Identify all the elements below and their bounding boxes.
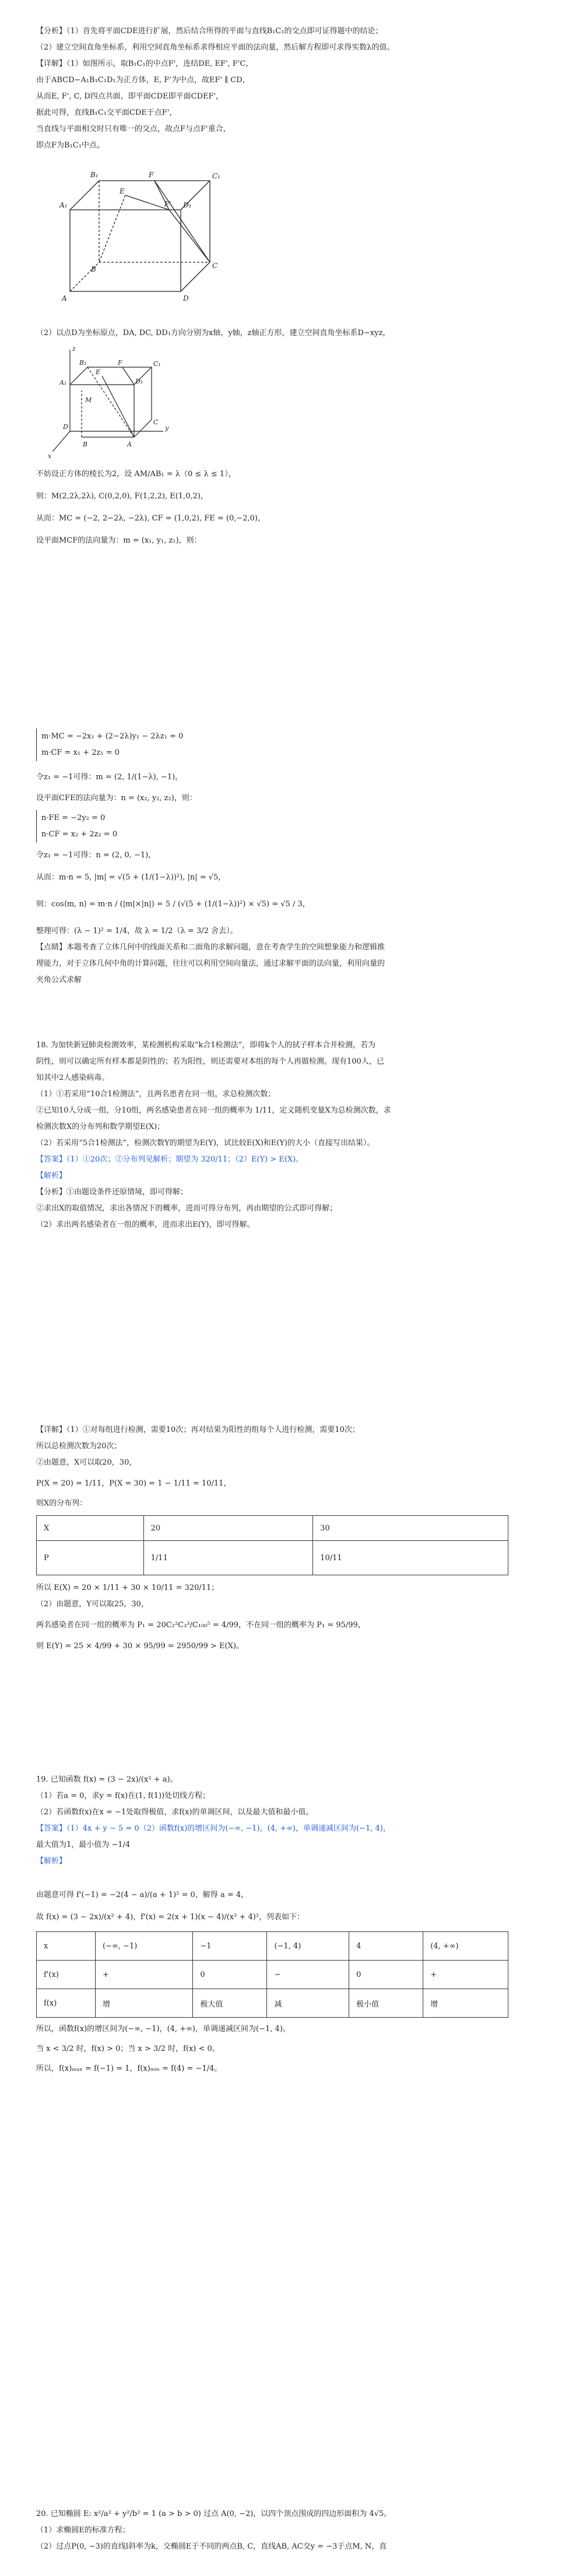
coord-setup-line: （2）以点D为坐标原点，DA, DC, DD₁方向分别为x轴，y轴，z轴正方形，建立空间直角坐标系D−xyz， bbox=[36, 329, 391, 337]
points-line: 则：M(2,2λ,2λ), C(0,2,0), F(1,2,2), E(1,0,2)， bbox=[36, 492, 208, 501]
table-cell: x bbox=[37, 1932, 96, 1961]
table-cell: 极小值 bbox=[349, 1989, 423, 2018]
table-cell: 20 bbox=[143, 1516, 313, 1541]
edge-length-line: 不妨设正方体的棱长为2，设 AM/AB₁ = λ（0 ≤ λ ≤ 1）， bbox=[36, 470, 236, 478]
label-C: C bbox=[212, 262, 218, 270]
q19-text-2: （1）若a = 0，求y = f(x)在(1, f(1))处切线方程； bbox=[36, 1792, 210, 1800]
table-cell: + bbox=[423, 1961, 508, 1989]
label2-F: F bbox=[118, 359, 122, 367]
label2-B1: B₁ bbox=[79, 359, 87, 367]
table-cell: − bbox=[267, 1961, 349, 1989]
label2-C: C bbox=[153, 418, 159, 426]
q18-analysis-2: ②求出X的取值情况，求出各情况下的概率，进而可得分布列，再由期望的公式即可得解； bbox=[36, 1204, 338, 1213]
q20-text-3: （2）过点P(0, −3)的直线l斜率为k，交椭圆E于不同的两点B, C，直线AB, AC交y = −3于点M, N，直 bbox=[36, 2542, 387, 2551]
table-row bbox=[37, 1989, 508, 2018]
question-18-detail bbox=[36, 1422, 549, 1655]
q18-text-7: （2）若采用“5合1检测法”，检测次数Y的期望为E(Y)，试比较E(X)和E(Y)的大小（直接写出结果）。 bbox=[36, 1139, 375, 1148]
eq-m-mc: m·MC = −2x₁ + (2−2λ)y₁ − 2λz₁ = 0 bbox=[41, 732, 184, 741]
table-cell: 0 bbox=[349, 1961, 423, 1989]
q18d-line-8: 两名感染者在同一组的概率为 P₁ = 20C₂²C₃³/C₁₀₀⁵ = 4/99，不在同一组的概率为 P₁ = 95/99， bbox=[36, 1621, 366, 1630]
solution-part-3 bbox=[36, 729, 549, 988]
table-cell: 极大值 bbox=[193, 1989, 267, 2018]
label-B1: B₁ bbox=[90, 171, 99, 179]
cube-figure-1 bbox=[58, 169, 233, 315]
label2-E: E bbox=[96, 368, 101, 376]
q19-text-3: （2）若函数f(x)在x = −1处取得极值，求f(x)的单调区间，以及最大值和最小值。 bbox=[36, 1808, 314, 1817]
q19-answer: 【答案】（1）4x + y − 5 = 0（2）函数f(x)的增区间为(−∞, −1)，(4, +∞)，单调递减区间为(−1, 4)， bbox=[36, 1824, 391, 1833]
q18-text-5: ②已知10人分成一组，分10组，两名感染患者在同一组的概率为 1/11，定义随机变量X为总检测次数，求 bbox=[36, 1106, 391, 1115]
q19-step-4: 当 x < 3/2 时，f(x) > 0；当 x > 3/2 时，f(x) < 0。 bbox=[36, 2044, 220, 2053]
axis-z: z bbox=[72, 345, 76, 353]
q18d-line-1: 【详解】（1）①对每组进行检测，需要10次；再对结果为阳性的组每个人进行检测，需要10次； bbox=[36, 1426, 360, 1434]
label-F-prime: F' bbox=[164, 200, 171, 208]
q18-jiexi: 【解析】 bbox=[36, 1171, 67, 1180]
table-row bbox=[37, 1541, 508, 1575]
detail-line-1: 【详解】（1）如图所示，取B₁C₁的中点F'，连结DE, EF', F'C， bbox=[36, 59, 254, 68]
distribution-table-x bbox=[36, 1515, 508, 1575]
detail-line-3: 从而E, F', C, D四点共面，即平面CDE即平面CDEF'， bbox=[36, 92, 224, 101]
table-cell: (4, +∞) bbox=[423, 1932, 508, 1961]
q20-text-1: 20. 已知椭圆 E: x²/a² + y²/b² = 1 (a > b > 0) 过点 A(0, −2)，以四个顶点围成的四边形面积为 4√5。 bbox=[36, 2510, 392, 2518]
question-20 bbox=[36, 2506, 549, 2555]
q18-text-4: （1）①若采用“10合1检测法”，且两名患者在同一组，求总检测次数； bbox=[36, 1090, 276, 1099]
q18d-line-4: P(X = 20) = 1/11，P(X = 30) = 1 − 1/11 = 10/11， bbox=[36, 1479, 231, 1488]
normal-vector-line: 设平面MCF的法向量为：m = (x₁, y₁, z₁)，则： bbox=[36, 536, 202, 545]
solution-part-2 bbox=[36, 466, 549, 549]
label-A1: A₁ bbox=[59, 201, 68, 209]
table-cell: 4 bbox=[349, 1932, 423, 1961]
n-setup-line: 设平面CFE的法向量为：n = (x₂, y₂, z₂)，则： bbox=[36, 794, 197, 803]
analysis-line-2: （2）建立空间直角坐标系，利用空间直角坐标系求得相应平面的法向量，然后解方程即可求得实数λ的值。 bbox=[36, 43, 395, 52]
label2-A: A bbox=[127, 441, 132, 448]
detail-line-5: 当直线与平面相交时只有唯一的交点，故点F与点F'重合， bbox=[36, 125, 231, 133]
q18-text-6: 检测次数X的分布列和数学期望E(X)； bbox=[36, 1122, 165, 1131]
table-row bbox=[37, 1516, 508, 1541]
table-cell: 10/11 bbox=[313, 1541, 508, 1575]
label2-A1: A₁ bbox=[59, 379, 67, 386]
table-cell: 增 bbox=[96, 1989, 193, 2018]
solution-part-1 bbox=[36, 23, 549, 154]
q20-text-2: （1）求椭圆E的标准方程； bbox=[36, 2526, 130, 2535]
detail-line-4: 据此可得，直线B₁C₁交平面CDE于点F'， bbox=[36, 108, 177, 117]
q19-answer-2: 最大值为1，最小值为 −1/4 bbox=[36, 1840, 131, 1849]
equation-system-2 bbox=[36, 810, 549, 843]
m-vector-line: 令z₁ = −1可得：m = (2, 1/(1−λ), −1)， bbox=[36, 773, 183, 782]
table-cell: P bbox=[37, 1541, 144, 1575]
table-cell: −1 bbox=[193, 1932, 267, 1961]
q19-text-1: 19. 已知函数 f(x) = (3 − 2x)/(x² + a)。 bbox=[36, 1775, 178, 1784]
q18d-line-6: 所以 E(X) = 20 × 1/11 + 30 × 10/11 = 320/11； bbox=[36, 1583, 219, 1592]
q18d-line-7: （2）由题意，Y可以取25，30， bbox=[36, 1600, 149, 1609]
eq-n-fe: n·FE = −2y₂ = 0 bbox=[41, 814, 106, 822]
q18d-line-5: 则X的分布列： bbox=[36, 1499, 87, 1508]
q18d-line-3: ②由题意，X可以取20，30， bbox=[36, 1458, 137, 1467]
label2-M: M bbox=[85, 396, 92, 404]
q18-text-1: 18. 为加快新冠肺炎检测效率，某检测机构采取“k合1检测法”，即将k个人的拭子样本合并检测，若为 bbox=[36, 1041, 376, 1050]
q18-analysis-1: 【分析】①由题设条件还原情境，即可得解； bbox=[36, 1188, 188, 1196]
detail-line-2: 由于ABCD−A₁B₁C₁D₁为正方体，E, F'为中点，故EF' ∥ CD， bbox=[36, 76, 250, 85]
solution-part-2-intro bbox=[36, 325, 549, 342]
q19-step-2: 故 f(x) = (3 − 2x)/(x² + 4)，f'(x) = 2(x + 1)(x − 4)/(x² + 4)²，列表如下： bbox=[36, 1913, 305, 1922]
equation-system-1 bbox=[36, 729, 549, 761]
table-cell: 0 bbox=[193, 1961, 267, 1989]
table-cell: + bbox=[96, 1961, 193, 1989]
axis-x: x bbox=[48, 452, 52, 460]
eq-n-cf: n·CF = x₂ + 2z₂ = 0 bbox=[41, 830, 118, 839]
label2-D: D bbox=[63, 423, 68, 431]
cosine-line: 则：cos⟨m, n⟩ = m·n / (|m|×|n|) = 5 / (√(5 + (1/(1−λ))²) × √5) = √5 / 3， bbox=[36, 900, 310, 909]
label2-C1: C₁ bbox=[153, 360, 161, 368]
label-A: A bbox=[62, 294, 67, 302]
vectors-line: 从而：MC = (−2, 2−2λ, −2λ), CF = (1,0,2), FE = (0,−2,0)， bbox=[36, 514, 265, 523]
table-cell: (−∞, −1) bbox=[96, 1932, 193, 1961]
detail-line-6: 即点F为B₁C₁中点。 bbox=[36, 141, 104, 150]
label-E: E bbox=[120, 187, 125, 195]
table-cell: 1/11 bbox=[143, 1541, 313, 1575]
table-cell: (−1, 4) bbox=[267, 1932, 349, 1961]
label2-B: B bbox=[83, 441, 88, 448]
q18-analysis-3: （2）求出两名感染者在一组的概率，进而求出E(Y)，即可得解。 bbox=[36, 1220, 255, 1229]
label-F: F bbox=[149, 171, 154, 179]
q18-text-3: 知其中2人感染病毒。 bbox=[36, 1074, 110, 1082]
label-C1: C₁ bbox=[212, 172, 220, 180]
n-vector-line: 令z₁ = −1可得：n = (2, 0, −1)， bbox=[36, 851, 156, 860]
q18-answer: 【答案】（1）①20次；②分布列见解析；期望为 320/11；（2）E(Y) > E(X)。 bbox=[36, 1155, 304, 1164]
monotonicity-table bbox=[36, 1931, 508, 2018]
comment-line-3: 夹角公式求解 bbox=[36, 976, 82, 984]
lambda-result-line: 整理可得：(λ − 1)² = 1/4，故 λ = 1/2（λ = 3/2 舍去）。 bbox=[36, 927, 238, 935]
comment-line-2: 理能力，对于立体几何中角的计算问题，往往可以利用空间向量法，通过求解平面的法向量，利用向量的 bbox=[36, 959, 385, 968]
table-cell: 减 bbox=[267, 1989, 349, 2018]
table-cell: 30 bbox=[313, 1516, 508, 1541]
q18d-line-2: 所以总检测次数为20次； bbox=[36, 1442, 122, 1451]
q19-step-5: 所以，f(x)ₘₐₓ = f(−1) = 1，f(x)ₘᵢₙ = f(4) = −1/4。 bbox=[36, 2064, 222, 2073]
table-cell: f(x) bbox=[37, 1989, 96, 2018]
eq-m-cf: m·CF = x₁ + 2z₁ = 0 bbox=[41, 748, 120, 757]
q19-jiexi: 【解析】 bbox=[36, 1857, 67, 1866]
label-D1: D₁ bbox=[183, 201, 192, 209]
table-row bbox=[37, 1961, 508, 1989]
q18d-line-9: 则 E(Y) = 25 × 4/99 + 30 × 95/99 = 2950/99 > E(X)。 bbox=[36, 1642, 244, 1651]
table-cell: f'(x) bbox=[37, 1961, 96, 1989]
table-row bbox=[37, 1932, 508, 1961]
label-B: B bbox=[91, 265, 96, 273]
label-D: D bbox=[183, 294, 189, 302]
cube-figure-2 bbox=[47, 344, 175, 460]
table-cell: 增 bbox=[423, 1989, 508, 2018]
q19-step-3: 所以，函数f(x)的增区间为(−∞, −1)，(4, +∞)，单调递减区间为(−1, 4)。 bbox=[36, 2025, 290, 2033]
table-cell: X bbox=[37, 1516, 144, 1541]
comment-line-1: 【点睛】本题考查了立体几何中的线面关系和二面角的求解问题，意在考查学生的空间想象能力和逻辑推 bbox=[36, 943, 385, 952]
axis-y: y bbox=[165, 424, 169, 432]
question-18 bbox=[36, 1037, 549, 1233]
question-19 bbox=[36, 1772, 549, 2077]
label2-D1: D₁ bbox=[135, 378, 143, 385]
analysis-line: 【分析】（1）首先将平面CDE进行扩展，然后结合所得的平面与直线B₁C₁的交点即可证得题中的结论； bbox=[36, 27, 383, 36]
dot-product-line: 从而：m·n = 5, |m| = √(5 + (1/(1−λ))²), |n| = √5， bbox=[36, 873, 226, 882]
q19-step-1: 由题意可得 f'(−1) = −2(4 − a)/(a + 1)² = 0，解得 a = 4， bbox=[36, 1891, 249, 1899]
q18-text-2: 阴性，则可以确定所有样本都是阴性的；若为阳性，则还需要对本组的每个人再做检测。现有100人，已 bbox=[36, 1057, 384, 1066]
